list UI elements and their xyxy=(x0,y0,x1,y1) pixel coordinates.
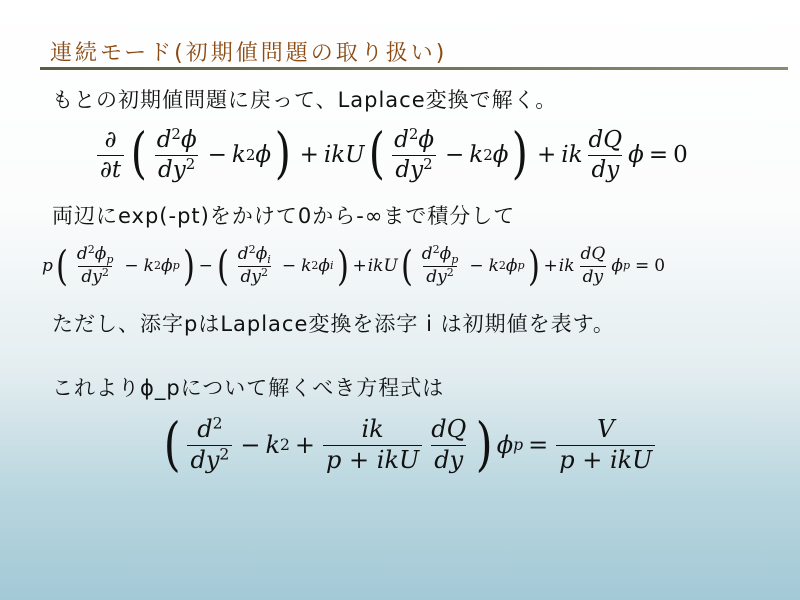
right-paren: ) xyxy=(274,122,291,187)
left-paren: ( xyxy=(400,241,413,290)
left-paren: ( xyxy=(130,122,147,187)
equation-2: p ( $\frac{d^2\phi_p}{dy^2}$ − k 2 ϕ p ) − ( $\frac{d^2\phi_i}{dy^2}$ − k 2 ϕ i ) + ikU ( $\frac{d^2\phi_p}{dy^2}$ − k 2 ϕ p ) + ik $\frac{dQ}{dy}$ ϕ p = 0 xyxy=(42,241,666,290)
equation-1: $\frac{\partial}{\partial t}$ ( $\frac{d^2\phi}{dy^2}$ − k 2 ϕ ) + ikU ( $\frac{d^2\phi}{dy^2}$ − k 2 ϕ ) + ik $\frac{dQ}{dy}$ ϕ = 0 xyxy=(94,113,688,197)
body-text-line-1: もとの初期値問題に戻って、Laplace変換で解く。 xyxy=(52,88,558,112)
left-paren: ( xyxy=(216,241,229,290)
body-text-line-2: 両辺にexp(-pt)をかけて0から-∞まで積分して xyxy=(52,204,516,228)
body-text-line-4: これよりϕ_pについて解くべき方程式は xyxy=(52,376,445,400)
dq-dy-fraction: $\frac{dQ}{dy}$ xyxy=(580,243,606,287)
left-paren: ( xyxy=(55,241,68,290)
second-derivative-fraction: $\frac{d^2\phi_p}{dy^2}$ xyxy=(421,242,459,287)
second-derivative-fraction: $\frac{d^2\phi}{dy^2}$ xyxy=(394,124,435,183)
equation-3: ( $\frac{d^2}{dy^2}$ − k 2 + $\frac{ik}{\text{p + ikU}}$ $\frac{dQ}{dy}$ ) ϕ p = $\frac{V}{\text{p + ikU}}$ xyxy=(160,403,658,487)
left-paren: ( xyxy=(163,411,181,479)
ik-over-p-fraction: $\frac{ik}{\text{p + ikU}}$ xyxy=(323,416,422,474)
slide-title: 連続モード(初期値問題の取り扱い) xyxy=(50,41,448,66)
second-derivative-fraction: $\frac{d^2\phi_i}{dy^2}$ xyxy=(237,242,271,287)
v-over-p-fraction: $\frac{V}{\text{p + ikU}}$ xyxy=(556,416,655,474)
second-derivative-operator-fraction: $\frac{d^2}{dy^2}$ xyxy=(187,416,232,474)
body-text-line-3: ただし、添字pはLaplace変換を添字 i は初期値を表す。 xyxy=(52,312,615,336)
dq-dy-fraction: $\frac{dQ}{dy}$ xyxy=(431,414,467,474)
right-paren: ) xyxy=(182,241,195,290)
second-derivative-fraction: $\frac{d^2\phi_p}{dy^2}$ xyxy=(76,242,114,287)
right-paren: ) xyxy=(476,411,493,479)
right-paren: ) xyxy=(512,122,529,187)
right-paren: ) xyxy=(527,241,540,290)
right-paren: ) xyxy=(336,241,349,290)
title-underline xyxy=(40,67,788,70)
partial-t-fraction: $\frac{\partial}{\partial t}$ xyxy=(97,127,124,183)
left-paren: ( xyxy=(368,122,385,187)
second-derivative-fraction: $\frac{d^2\phi}{dy^2}$ xyxy=(156,124,197,183)
dq-dy-fraction: $\frac{dQ}{dy}$ xyxy=(588,127,623,183)
